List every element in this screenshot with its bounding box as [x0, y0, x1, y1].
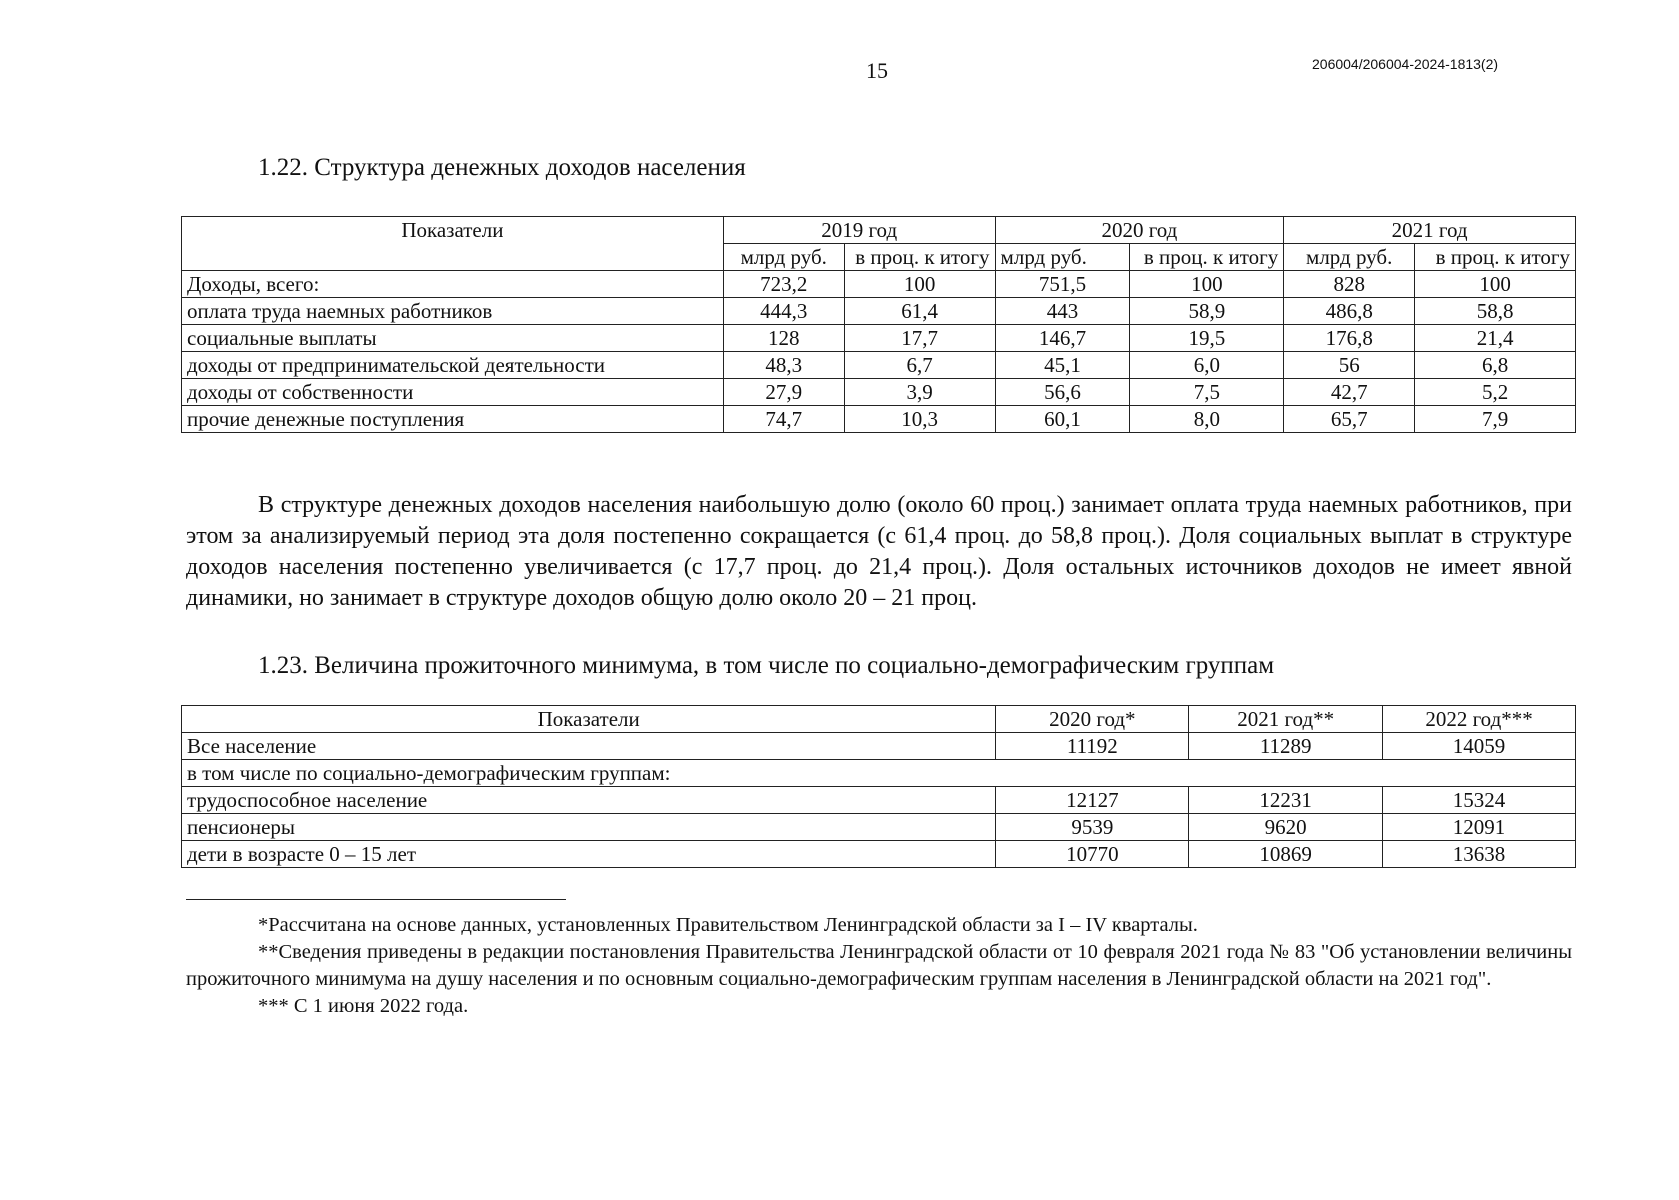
footnote-2: **Сведения приведены в редакции постановления Правительства Ленинградской области от 10 февраля 2021 года № 83 "Об установлении величины прожиточного минимума на душу населения и по основным социально-демографическим группам населения в Ленинградской области на 2021 год".	[186, 941, 1572, 990]
table-cell: 100	[1130, 271, 1284, 298]
footnote-1: *Рассчитана на основе данных, установленных Правительством Ленинградской области за I – IV кварталы.	[258, 914, 1198, 936]
table-cell: 751,5	[995, 271, 1130, 298]
table-cell: 443	[995, 298, 1130, 325]
table-cell: 3,9	[844, 379, 995, 406]
table-cell: 27,9	[723, 379, 844, 406]
table-cell: 45,1	[995, 352, 1130, 379]
table-cell: 6,8	[1415, 352, 1576, 379]
column-header-indicators: Показатели	[182, 217, 724, 271]
table-cell: 128	[723, 325, 844, 352]
table-cell: 58,8	[1415, 298, 1576, 325]
table-cell: 176,8	[1284, 325, 1415, 352]
table-cell: 9620	[1189, 814, 1383, 841]
table-row	[182, 271, 1576, 298]
row-label: доходы от собственности	[182, 379, 724, 406]
table-cell: 17,7	[844, 325, 995, 352]
row-label: социальные выплаты	[182, 325, 724, 352]
table-cell: 65,7	[1284, 406, 1415, 433]
table-cell: 60,1	[995, 406, 1130, 433]
group-label: в том числе по социально-демографическим группам:	[182, 760, 1576, 787]
table-header-row	[182, 706, 1576, 733]
column-header-year: 2020 год	[995, 217, 1284, 244]
subheader-bln-rub: млрд руб.	[1284, 244, 1415, 271]
row-label: прочие денежные поступления	[182, 406, 724, 433]
subheader-percent: в проц. к итогу	[1415, 244, 1576, 271]
table-cell: 11192	[996, 733, 1189, 760]
table-cell: 723,2	[723, 271, 844, 298]
column-header-year: 2022 год***	[1383, 706, 1576, 733]
table-cell: 8,0	[1130, 406, 1284, 433]
table-cell: 58,9	[1130, 298, 1284, 325]
column-header-year: 2021 год	[1284, 217, 1576, 244]
table-cell: 10869	[1189, 841, 1383, 868]
column-header-year: 2019 год	[723, 217, 995, 244]
section-title-subsistence-minimum: 1.23. Величина прожиточного минимума, в том числе по социально-демографическим группам	[258, 652, 1275, 679]
table-cell: 444,3	[723, 298, 844, 325]
table-cell: 7,5	[1130, 379, 1284, 406]
column-header-year: 2021 год**	[1189, 706, 1383, 733]
table-row	[182, 379, 1576, 406]
table-row	[182, 298, 1576, 325]
row-label: оплата труда наемных работников	[182, 298, 724, 325]
subheader-bln-rub: млрд руб.	[995, 244, 1130, 271]
subheader-bln-rub: млрд руб.	[723, 244, 844, 271]
row-label: Доходы, всего:	[182, 271, 724, 298]
row-label: дети в возрасте 0 – 15 лет	[182, 841, 996, 868]
table-cell: 9539	[996, 814, 1189, 841]
table-cell: 10770	[996, 841, 1189, 868]
footnotes	[186, 912, 1572, 1020]
table-cell: 12231	[1189, 787, 1383, 814]
table-cell: 12091	[1383, 814, 1576, 841]
table-cell: 15324	[1383, 787, 1576, 814]
subheader-percent: в проц. к итогу	[844, 244, 995, 271]
table-cell: 100	[844, 271, 995, 298]
table-row	[182, 814, 1576, 841]
table-cell: 486,8	[1284, 298, 1415, 325]
table-header-row	[182, 217, 1576, 244]
table-cell: 42,7	[1284, 379, 1415, 406]
row-label: пенсионеры	[182, 814, 996, 841]
table-cell: 74,7	[723, 406, 844, 433]
table-cell: 56,6	[995, 379, 1130, 406]
column-header-year: 2020 год*	[996, 706, 1189, 733]
table-cell: 10,3	[844, 406, 995, 433]
table-cell: 21,4	[1415, 325, 1576, 352]
table-row	[182, 787, 1576, 814]
footnote-3: *** С 1 июня 2022 года.	[258, 995, 469, 1017]
page-number: 15	[866, 58, 888, 83]
column-header-indicators: Показатели	[182, 706, 996, 733]
document-id: 206004/206004-2024-1813(2)	[1312, 56, 1499, 72]
table-cell: 146,7	[995, 325, 1130, 352]
table-cell: 7,9	[1415, 406, 1576, 433]
table-row	[182, 352, 1576, 379]
row-label: Все население	[182, 733, 996, 760]
section-title-income-structure: 1.22. Структура денежных доходов населения	[258, 154, 746, 181]
table-group-row	[182, 760, 1576, 787]
table-row	[182, 733, 1576, 760]
table-cell: 13638	[1383, 841, 1576, 868]
table-cell: 5,2	[1415, 379, 1576, 406]
table-cell: 12127	[996, 787, 1189, 814]
subheader-percent: в проц. к итогу	[1130, 244, 1284, 271]
table-cell: 19,5	[1130, 325, 1284, 352]
table-cell: 100	[1415, 271, 1576, 298]
row-label: доходы от предпринимательской деятельности	[182, 352, 724, 379]
table-cell: 6,0	[1130, 352, 1284, 379]
row-label: трудоспособное население	[182, 787, 996, 814]
table-cell: 48,3	[723, 352, 844, 379]
table-row	[182, 325, 1576, 352]
footnote-divider	[186, 899, 566, 900]
table-cell: 828	[1284, 271, 1415, 298]
subsistence-minimum-table	[181, 705, 1576, 868]
table-row	[182, 406, 1576, 433]
table-row	[182, 841, 1576, 868]
table-cell: 56	[1284, 352, 1415, 379]
table-cell: 61,4	[844, 298, 995, 325]
table-cell: 14059	[1383, 733, 1576, 760]
table-cell: 11289	[1189, 733, 1383, 760]
income-structure-table	[181, 216, 1576, 433]
table-cell: 6,7	[844, 352, 995, 379]
analysis-paragraph: В структуре денежных доходов населения наибольшую долю (около 60 проц.) занимает оплата труда наемных работников, при этом за анализируемый период эта доля постепенно сокращается (с 61,4 проц. до 58,8 проц.). Доля социальных выплат в структуре доходов населения постепенно увеличивается (с 17,7 проц. до 21,4 проц.). Доля остальных источников доходов не имеет явной динамики, но занимает в структуре доходов общую долю около 20 – 21 проц.	[186, 492, 1572, 611]
